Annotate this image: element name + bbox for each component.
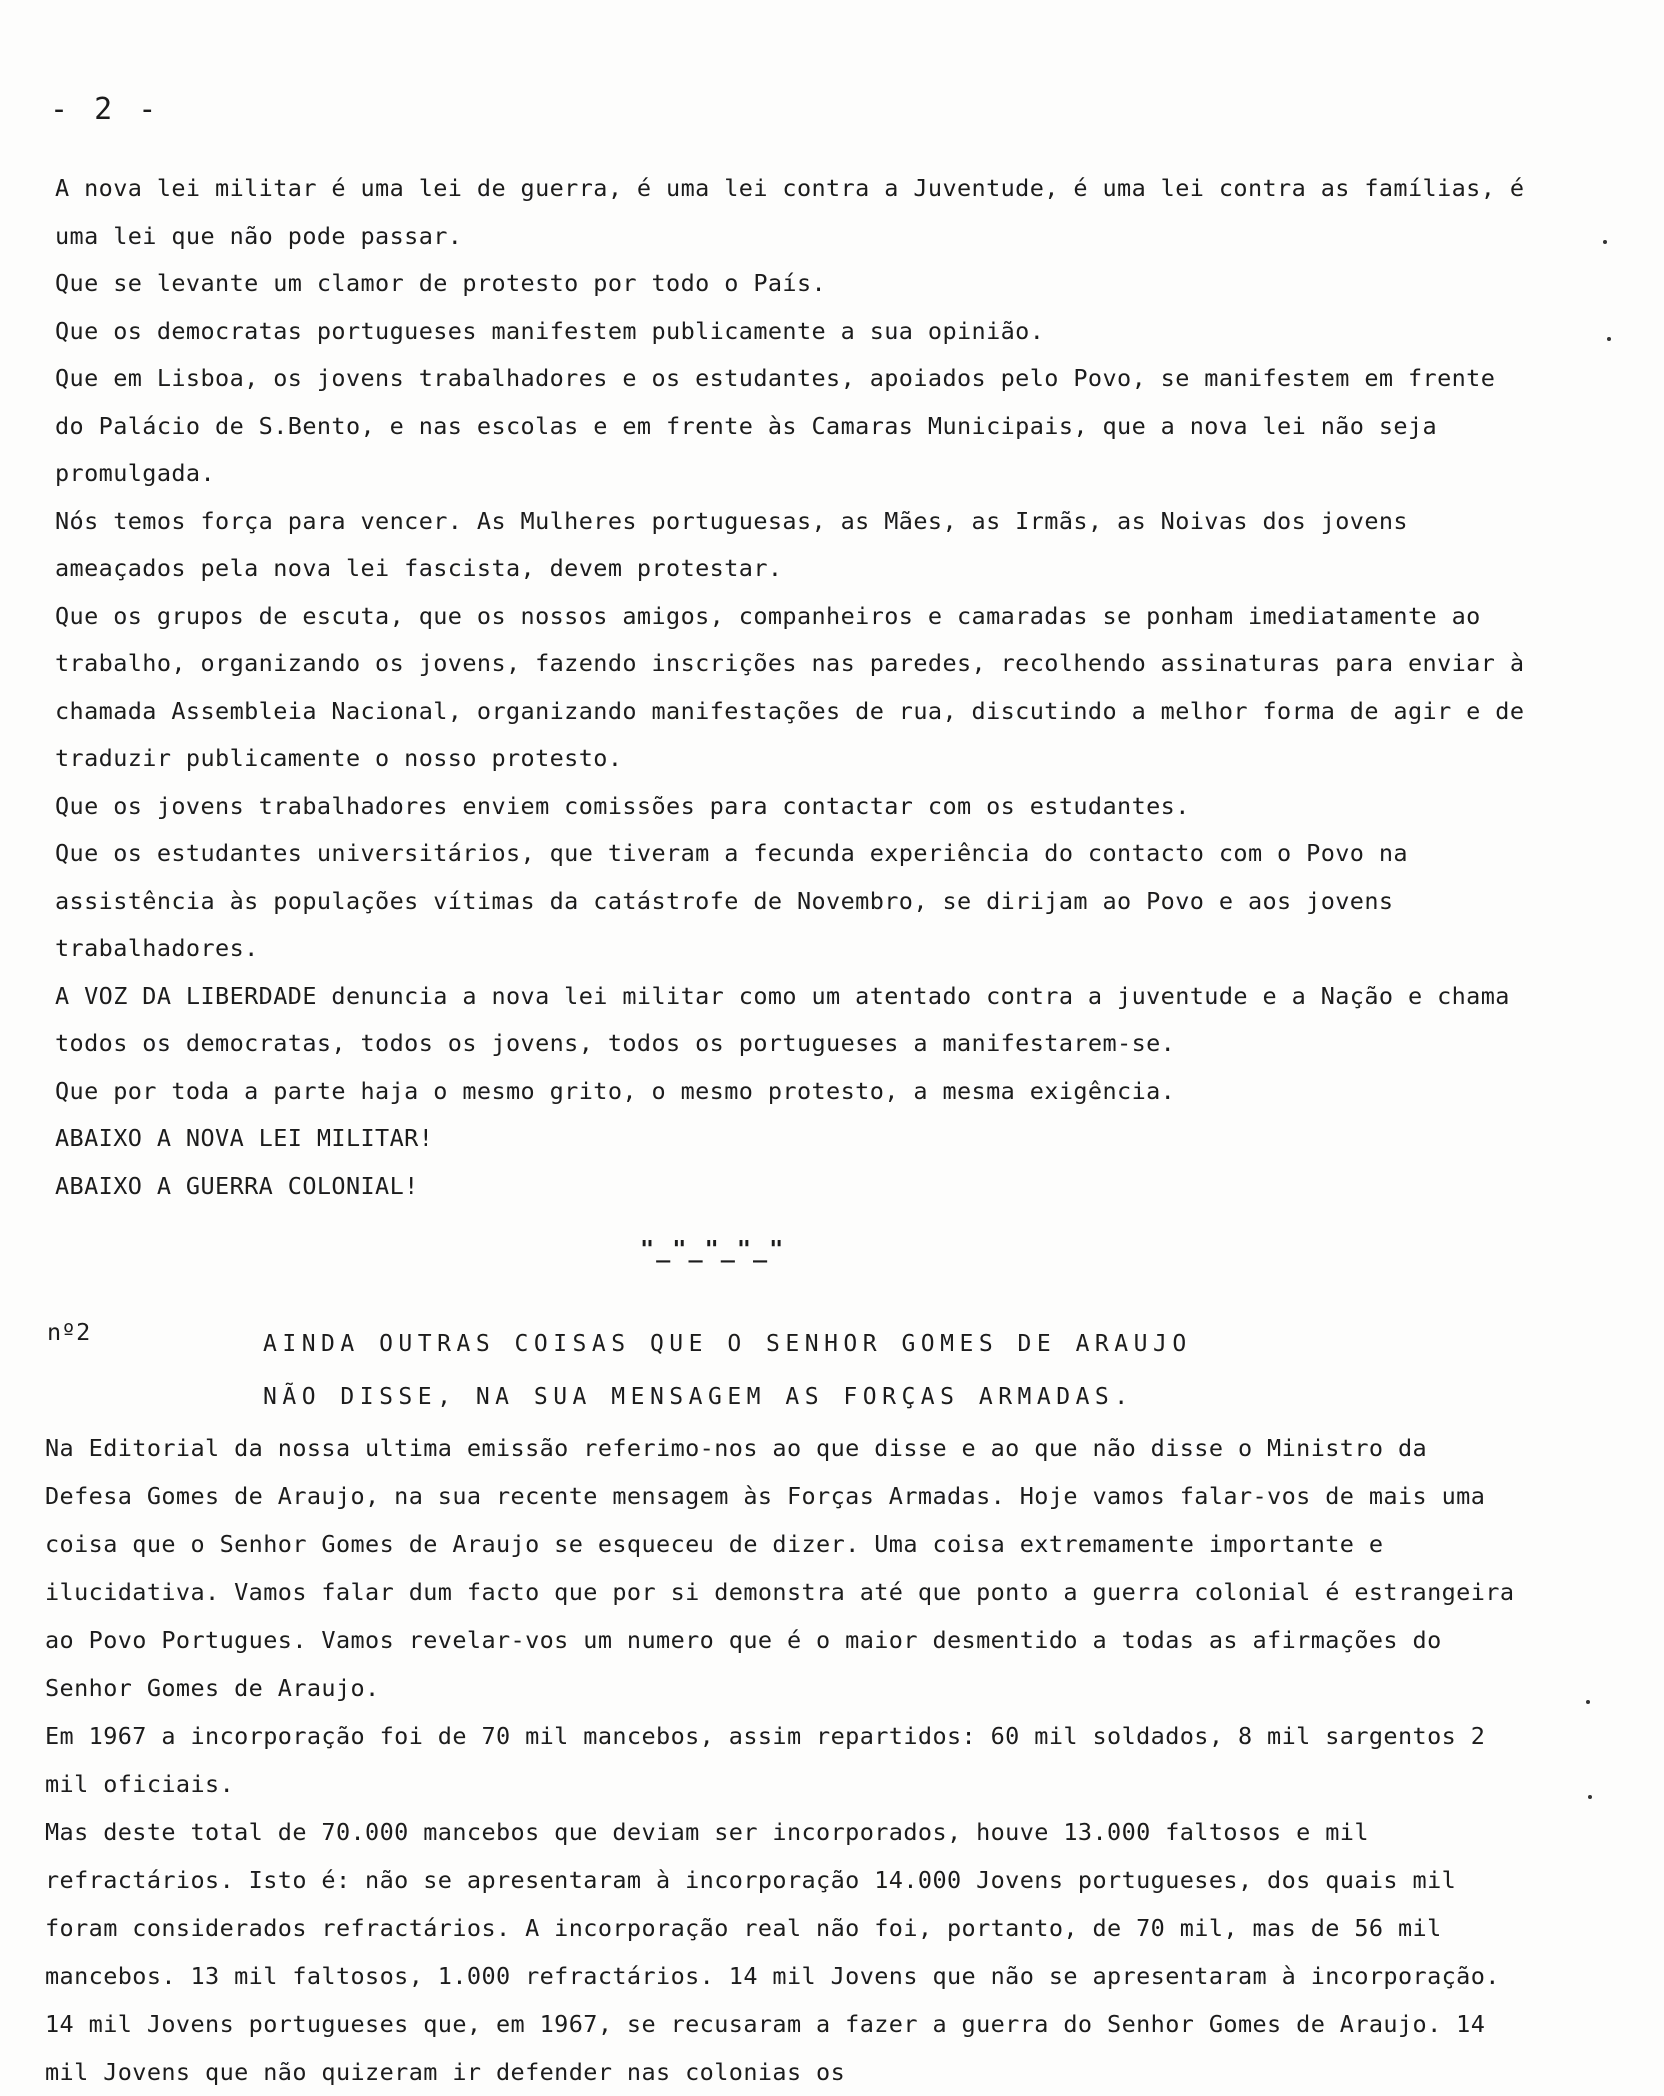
- section-title-line: AINDA OUTRAS COISAS QUE O SENHOR GOMES DE ARAUJO: [263, 1331, 1192, 1357]
- paragraph: A nova lei militar é uma lei de guerra, é uma lei contra a Juventude, é uma lei contra as famílias, é uma lei que não pode passar.: [55, 174, 1525, 250]
- paragraph: Na Editorial da nossa ultima emissão referimo-nos ao que disse e ao que não disse o Ministro da Defesa Gomes de Araujo, na sua recente mensagem às Forças Armadas. Hoje vamos falar-vos de mais uma coisa que o Senhor Gomes de Araujo se esqueceu de dizer. Uma coisa extremamente importante e ilucidativa. Vamos falar dum facto que por si demonstra até que ponto a guerra colonial é estrangeira ao Povo Portugues. Vamos revelar-vos um numero que é o maior desmentido a todas as afirmações do Senhor Gomes de Araujo.: [45, 1434, 1515, 1702]
- page-number: - 2 -: [50, 92, 161, 127]
- paragraph: Mas deste total de 70.000 mancebos que deviam ser incorporados, houve 13.000 faltosos e mil refractários. Isto é: não se apresentaram à incorporação 14.000 Jovens portugueses, dos quais mil foram considerados refractários. A incorporação real não foi, portanto, de 70 mil, mas de 56 mil mancebos. 13 mil faltosos, 1.000 refractários. 14 mil Jovens que não se apresentaram à incorporação. 14 mil Jovens portugueses que, em 1967, se recusaram a fazer a guerra do Senhor Gomes de Araujo. 14 mil Jovens que não quizeram ir defender nas colonias os: [45, 1818, 1500, 2086]
- paragraph: A VOZ DA LIBERDADE denuncia a nova lei militar como um atentado contra a juventude e a Nação e chama todos os democratas, todos os jovens, todos os portugueses a manifestarem-se.: [55, 981, 1510, 1057]
- scan-speck: [1588, 1795, 1592, 1799]
- section-title: [263, 1318, 1192, 1424]
- paragraph: Que os jovens trabalhadores enviem comissões para contactar com os estudantes.: [55, 791, 1190, 820]
- slogan: ABAIXO A NOVA LEI MILITAR!: [55, 1124, 434, 1152]
- slogan: ABAIXO A GUERRA COLONIAL!: [55, 1171, 419, 1200]
- paragraph: Nós temos força para vencer. As Mulheres portuguesas, as Mães, as Irmãs, as Noivas dos jovens ameaçados pela nova lei fascista, devem protestar.: [55, 506, 1408, 582]
- scan-speck: [1603, 240, 1607, 244]
- paragraph: Em 1967 a incorporação foi de 70 mil mancebos, assim repartidos: 60 mil soldados, 8 mil sargentos 2 mil oficiais.: [45, 1722, 1486, 1798]
- paragraph: Que em Lisboa, os jovens trabalhadores e os estudantes, apoiados pelo Povo, se manifestem em frente do Palácio de S.Bento, e nas escolas e em frente às Camaras Municipais, que a nova lei não seja promulgada.: [55, 364, 1496, 487]
- paragraph: Que por toda a parte haja o mesmo grito, o mesmo protesto, a mesma exigência.: [55, 1076, 1176, 1105]
- section-title-line: NÃO DISSE, NA SUA MENSAGEM AS FORÇAS ARMADAS.: [263, 1384, 1134, 1410]
- section-divider: "_"_"_"_": [640, 1235, 786, 1263]
- scan-speck: [1586, 1700, 1590, 1704]
- paragraph: Que se levante um clamor de protesto por todo o País.: [55, 269, 827, 297]
- section-article: [45, 1424, 1525, 2096]
- top-article: [55, 165, 1535, 1210]
- paragraph: Que os estudantes universitários, que tiveram a fecunda experiência do contacto com o Povo na assistência às populações vítimas da catástrofe de Novembro, se dirijam ao Povo e aos jovens trabalhadores.: [55, 839, 1408, 962]
- paragraph: Que os grupos de escuta, que os nossos amigos, companheiros e camaradas se ponham imediatamente ao trabalho, organizando os jovens, fazendo inscrições nas paredes, recolhendo assinaturas para enviar à chamada Assembleia Nacional, organizando manifestações de rua, discutindo a melhor forma de agir e de traduzir publicamente o nosso protesto.: [55, 601, 1525, 772]
- scan-speck: [1607, 337, 1611, 341]
- paragraph: Que os democratas portugueses manifestem publicamente a sua opinião.: [55, 316, 1045, 345]
- section-number: nº2: [47, 1318, 91, 1346]
